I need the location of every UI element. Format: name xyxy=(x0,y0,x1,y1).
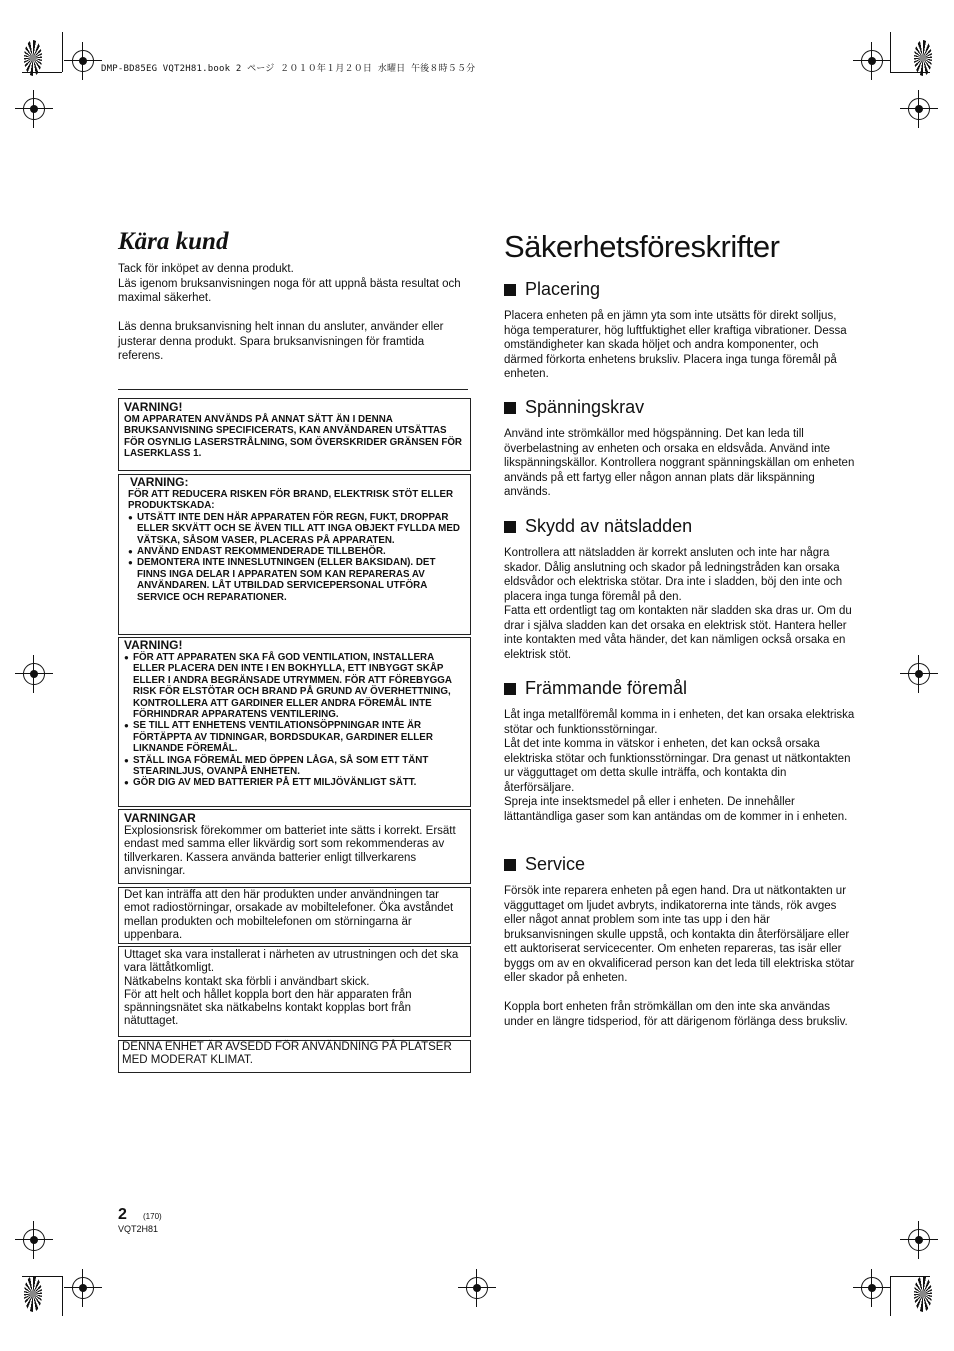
crop-mark xyxy=(62,32,63,72)
warning-heading: VARNING! xyxy=(124,400,183,414)
section-text: Kontrollera att nätsladden är korrekt ansluten och inte har några skador. Dålig anslutning och skador på ledningstråden kan orsaka eldsvådor och elektriska stötar. Dra inte i sladden, böj den inte och placera inga tunga föremål på den. Fatta ett ordentligt tag om kontakten när sladden ska dras ur. Om du drar i själva sladden kan det orsaka en elektrisk stöt. Hantera heller inte kontakten med våta händer, det kan nämligen också orsaka en elektrisk stöt. xyxy=(504,547,852,661)
section-heading xyxy=(504,279,856,300)
section-text: Placera enheten på en jämn yta som inte utsätts för direkt solljus, höga temperaturer, hög luftfuktighet eller kraftiga vibrationer. Dessa omständigheter kan skada höljet och andra komponenter, och därmed förkorta enhetens bruksliv. Placera inga tunga föremål på enheten. xyxy=(504,310,847,380)
crop-mark xyxy=(22,1276,62,1277)
registration-mark xyxy=(908,663,930,685)
ventilation-warning-box xyxy=(118,637,471,807)
warning-heading: VARNING! xyxy=(124,638,183,652)
intro-text xyxy=(118,262,468,378)
section-heading xyxy=(504,854,856,875)
section-text: Låt inga metallföremål komma in i enheten, det kan orsaka elektriska stötar och funktionsstörningar. Låt det inte komma in vätskor i enheten, det kan också orsaka elektriska stötar och funktionsstörningar. Dra genast ut nätkontakten ur vägguttaget om detta skulle inträffa, och kontakta din återförsäljare. Spreja inte insektsmedel på eller i enheten. De innehåller lättantändliga gaser som kan antändas om de kommer in i enheten. xyxy=(504,709,855,823)
registration-mark xyxy=(861,1277,883,1299)
square-bullet-icon xyxy=(504,521,516,533)
radio-interference-box xyxy=(118,887,471,944)
warning-list-item: ● GÖR DIG AV MED BATTERIER PÅ ETT MILJÖVÄNLIGT SÄTT. xyxy=(124,777,466,788)
section-heading-label: Skydd av nätsladden xyxy=(525,516,693,536)
warning-list-item: ● STÄLL INGA FÖREMÅL MED ÖPPEN LÅGA, SÅ SOM ETT TÄNT STEARINLJUS, OVANPÅ ENHETEN. xyxy=(124,755,466,778)
registration-mark xyxy=(908,98,930,120)
registration-mark xyxy=(908,1229,930,1251)
registration-mark xyxy=(72,50,94,72)
section-heading xyxy=(504,516,856,537)
warning-intro: FÖR ATT REDUCERA RISKEN FÖR BRAND, ELEKTRISK STÖT ELLER PRODUKTSKADA: xyxy=(128,489,454,512)
crop-mark xyxy=(62,1276,63,1316)
warning-list-item: ● DEMONTERA INTE INNESLUTNINGEN (ELLER BAKSIDAN). DET FINNS INGA DELAR I APPARATEN SOM KAN REPARERAS AV ANVÄNDAREN. LÅT UTBILDAD SERVICEPERSONAL UTFÖRA SERVICE OCH REPARATIONER. xyxy=(128,557,466,603)
color-rosette-mark xyxy=(914,1276,932,1312)
section-service xyxy=(504,854,856,1029)
color-rosette-mark xyxy=(914,40,932,76)
registration-mark xyxy=(861,50,883,72)
laser-warning-box xyxy=(118,398,471,471)
warning-text: OM APPARATEN ANVÄNDS PÅ ANNAT SÄTT ÄN I DENNA BRUKSANVISNING SPECIFICERATS, KAN ANVÄNDAREN UTSÄTTAS FÖR OSYNLIG LASERSTRÅLNING, SOM ÖVERSKRIDER GRÄNSEN FÖR LASERKLASS 1. xyxy=(124,414,463,460)
warning-list-item: ● ANVÄND ENDAST REKOMMENDERADE TILLBEHÖR. xyxy=(128,546,466,557)
section-heading xyxy=(504,397,856,418)
section-heading-label: Främmande föremål xyxy=(525,678,688,698)
section-voltage xyxy=(504,397,856,500)
divider xyxy=(118,389,468,390)
notice-text: Uttaget ska vara installerat i närheten av utrustningen och det ska vara lättåtkomligt. Nätkabelns kontakt ska förbli i användbart skick. För att helt och hållet koppla bort den här apparaten från spänningsnätet ska nätkabelns kontakt kopplas bort från nätuttaget. xyxy=(124,949,459,1028)
warning-list-item: ● UTSÄTT INTE DEN HÄR APPARATEN FÖR REGN, FUKT, DROPPAR ELLER SKVÄTT OCH SE ÄVEN TILL ATT INGA OBJEKT FYLLDA MED VÄTSKA, SÅSOM VASER, PLACERAS PÅ APPARATEN. xyxy=(128,512,466,546)
section-text: Försök inte reparera enheten på egen hand. Dra ut nätkontakten ur vägguttaget om ljudet avbryts, indikatorerna inte tänds, rök avges eller något annat problem som inte tas upp i den här bruksanvisningen skulle uppstå, och kontakta din återförsäljare eller ett auktoriserat servicecenter. Om enheten repareras, tas isär eller byggs om av en okvalificerad person kan det leda till elektriska stötar eller skador på enheten. xyxy=(504,885,855,984)
square-bullet-icon xyxy=(504,284,516,296)
color-rosette-mark xyxy=(24,1276,42,1312)
outlet-notice-box xyxy=(118,946,471,1037)
crop-mark xyxy=(890,32,891,72)
color-rosette-mark xyxy=(24,40,42,76)
crop-mark xyxy=(22,72,62,73)
section-text: Använd inte strömkällor med högspänning. Det kan leda till överbelastning av enheten och orsaka en eldsvåda. Använd inte likspänningskällor. Kontrollera noggrant spänningskällan om enheten används på ett fartyg eller någon annan plats där likspänning används. xyxy=(504,428,855,498)
registration-mark xyxy=(72,1277,94,1299)
battery-warning-box xyxy=(118,809,471,884)
crop-mark xyxy=(890,1276,930,1277)
section-text: Koppla bort enheten från strömkällan om den inte ska användas under en längre tidsperiod, för att därigenom förlänga dess bruksliv. xyxy=(504,1001,848,1028)
warning-list-item: ● FÖR ATT APPARATEN SKA FÅ GOD VENTILATION, INSTALLERA ELLER PLACERA DEN INTE I EN BOKHYLLA, ETT INBYGGT SKÅP ELLER I ANDRA BEGRÄNSADE UTRYMMEN. FÖR ATT FÖREBYGGA RISK FÖR ELSTÖTAR OCH BRAND PÅ GRUND AV ÖVERHETTNING, KONTROLLERA ATT GARDINER ELLER ANDRA FÖREMÅL INTE FÖRHINDRAR APPARATENS VENTILERING. xyxy=(124,652,466,720)
notice-text: Det kan inträffa att den här produkten under användningen tar emot radiostörningar, orsakade av mobiltelefoner. Öka avståndet mellan produkten och mobiltelefonen om störningarna är uppenbara. xyxy=(124,889,454,941)
print-info-header: DMP-BD85EG VQT2H81.book 2 ページ ２０１０年１月２０日 水曜日 午後８時５５分 xyxy=(101,64,476,74)
warning-list-item: ● SE TILL ATT ENHETENS VENTILATIONSÖPPNINGAR INTE ÄR FÖRTÄPPTA AV TIDNINGAR, BORDSDUKAR, GARDINER ELLER LIKNANDE FÖREMÅL. xyxy=(124,720,466,754)
square-bullet-icon xyxy=(504,402,516,414)
document-code: VQT2H81 xyxy=(118,1224,159,1234)
warning-heading: VARNINGAR xyxy=(124,811,196,825)
section-heading xyxy=(504,678,856,699)
fire-shock-warning-box xyxy=(118,474,471,635)
section-foreign-objects xyxy=(504,678,856,824)
intro-paragraph: Tack för inköpet av denna produkt. Läs igenom bruksanvisningen noga för att uppnå bästa resultat och maximal säkerhet. xyxy=(118,263,461,304)
section-heading-label: Placering xyxy=(525,279,601,299)
page-number: 2 xyxy=(118,1206,127,1223)
section-power-cord xyxy=(504,516,856,662)
intro-paragraph: Läs denna bruksanvisning helt innan du ansluter, använder eller justerar denna produkt. Spara bruksanvisningen för framtida referens. xyxy=(118,321,444,362)
page-title: Säkerhetsföreskrifter xyxy=(504,229,780,264)
notice-text: DENNA ENHET ÄR AVSEDD FÖR ANVÄNDNING PÅ PLATSER MED MODERAT KLIMAT. xyxy=(122,1041,452,1067)
greeting-title: Kära kund xyxy=(118,228,229,255)
section-heading-label: Spänningskrav xyxy=(525,397,645,417)
registration-mark xyxy=(23,98,45,120)
square-bullet-icon xyxy=(504,683,516,695)
warning-text: Explosionsrisk förekommer om batteriet inte sätts i korrekt. Ersätt endast med samma eller likvärdig sort som rekommenderas av tillverkaren. Kassera använda batterier enligt tillverkarens anvisningar. xyxy=(124,825,456,877)
crop-mark xyxy=(890,1276,891,1316)
warning-heading: VARNING: xyxy=(130,475,189,489)
section-placement xyxy=(504,279,856,382)
section-heading-label: Service xyxy=(525,854,586,874)
registration-mark xyxy=(23,1229,45,1251)
registration-mark xyxy=(23,663,45,685)
registration-mark xyxy=(466,1277,488,1299)
crop-mark xyxy=(890,72,930,73)
climate-notice-box xyxy=(118,1040,471,1073)
square-bullet-icon xyxy=(504,859,516,871)
page-reference: (170) xyxy=(143,1212,162,1221)
